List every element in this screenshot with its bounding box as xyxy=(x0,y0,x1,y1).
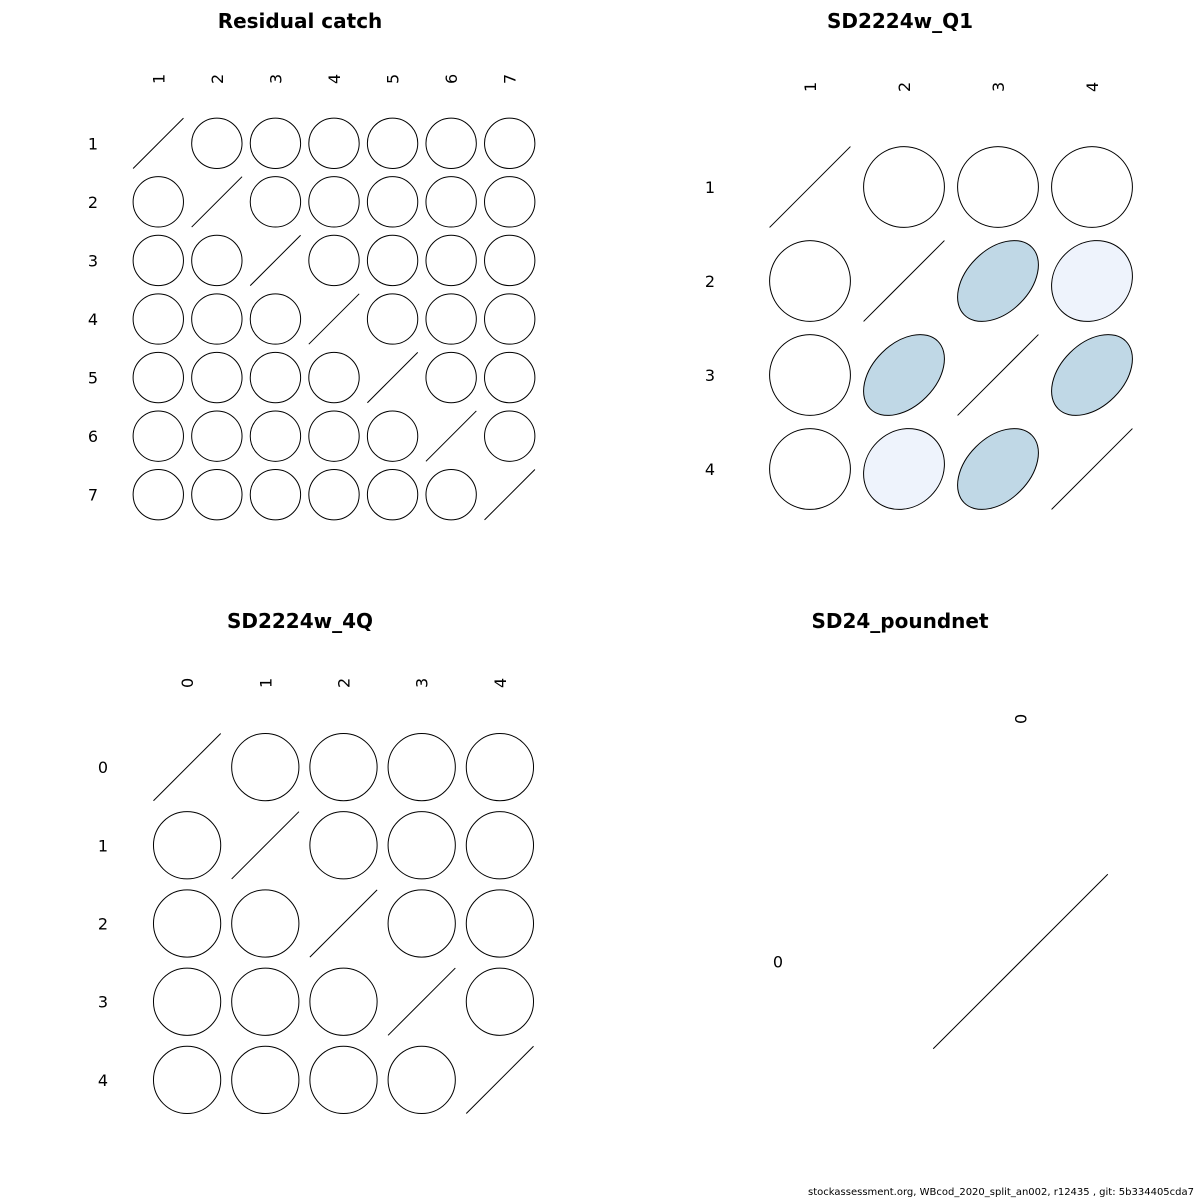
correlation-ellipse xyxy=(848,319,960,431)
correlation-ellipse xyxy=(298,108,369,179)
correlation-ellipse xyxy=(298,225,369,296)
column-label: 4 xyxy=(325,73,344,84)
column-label: 1 xyxy=(149,73,169,84)
correlation-ellipse xyxy=(1035,130,1149,244)
column-label: 2 xyxy=(334,677,354,688)
column-label: 5 xyxy=(383,73,403,84)
row-label: 4 xyxy=(97,1070,109,1090)
diagonal-line xyxy=(864,241,945,322)
diagonal-line xyxy=(485,470,535,520)
correlation-ellipse xyxy=(181,342,252,413)
correlation-panel-3 xyxy=(98,609,548,1127)
row-label: 6 xyxy=(87,427,99,447)
correlation-ellipse xyxy=(474,283,545,354)
panel-title: SD24_poundnet xyxy=(811,609,989,633)
row-label: 4 xyxy=(704,460,716,479)
column-label: 3 xyxy=(989,81,1008,92)
correlation-ellipse xyxy=(240,166,311,237)
row-label: 2 xyxy=(97,914,109,934)
diagonal-line xyxy=(933,874,1108,1049)
column-label: 0 xyxy=(178,677,198,688)
column-label: 0 xyxy=(1011,713,1031,724)
correlation-ellipse xyxy=(123,166,194,237)
column-label: 3 xyxy=(412,677,432,688)
correlation-ellipse xyxy=(181,225,252,296)
correlation-ellipse xyxy=(218,1032,313,1127)
diagonal-line xyxy=(250,235,300,285)
correlation-ellipse xyxy=(474,401,545,472)
correlation-ellipse xyxy=(240,283,311,354)
correlation-ellipse xyxy=(181,459,252,530)
correlation-ellipse xyxy=(474,108,545,179)
correlation-ellipse xyxy=(357,459,428,530)
diagonal-line xyxy=(133,118,183,168)
correlation-panel-4 xyxy=(773,609,1108,1049)
correlation-ellipse xyxy=(181,283,252,354)
correlation-ellipse xyxy=(416,459,487,530)
row-label: 3 xyxy=(704,366,716,385)
correlation-ellipse xyxy=(374,1032,469,1127)
correlation-ellipse xyxy=(298,342,369,413)
correlation-ellipse xyxy=(452,876,547,971)
correlation-ellipse xyxy=(416,166,487,237)
diagonal-line xyxy=(466,1046,533,1113)
correlation-ellipse xyxy=(374,720,469,815)
correlation-ellipse xyxy=(123,225,194,296)
row-label: 4 xyxy=(87,310,99,329)
correlation-ellipse xyxy=(753,412,867,526)
correlation-ellipse xyxy=(240,108,311,179)
row-label: 1 xyxy=(87,134,99,154)
correlation-ellipse xyxy=(218,720,313,815)
correlation-ellipse xyxy=(240,459,311,530)
correlation-ellipse xyxy=(474,225,545,296)
correlation-panel-2 xyxy=(705,9,1149,526)
correlation-ellipse xyxy=(123,401,194,472)
row-label: 2 xyxy=(87,192,99,212)
row-label: 1 xyxy=(704,178,716,197)
correlation-ellipse xyxy=(942,225,1054,337)
row-label: 0 xyxy=(772,952,784,972)
correlation-ellipse xyxy=(452,954,547,1049)
correlation-ellipse xyxy=(357,225,428,296)
row-label: 3 xyxy=(97,992,109,1012)
column-label: 2 xyxy=(895,81,914,92)
correlation-ellipse xyxy=(298,166,369,237)
diagonal-line xyxy=(958,335,1039,416)
column-label: 4 xyxy=(1083,81,1102,92)
row-label: 2 xyxy=(704,272,716,291)
diagonal-line xyxy=(192,177,242,227)
correlation-ellipse xyxy=(847,130,961,244)
correlation-ellipse xyxy=(942,413,1054,525)
diagonal-line xyxy=(770,147,851,228)
diagonal-line xyxy=(309,294,359,344)
correlation-ellipse xyxy=(240,401,311,472)
correlation-ellipse xyxy=(941,130,1055,244)
column-label: 4 xyxy=(490,677,510,688)
correlation-ellipse xyxy=(474,166,545,237)
diagonal-line xyxy=(367,352,417,402)
correlation-ellipse xyxy=(123,459,194,530)
diagonal-line xyxy=(426,411,476,461)
panel-title: SD2224w_4Q xyxy=(226,609,374,633)
correlation-ellipse xyxy=(357,401,428,472)
correlation-ellipse xyxy=(416,283,487,354)
column-label: 1 xyxy=(256,677,276,688)
correlation-ellipse xyxy=(452,798,547,893)
correlation-ellipse xyxy=(218,954,313,1049)
column-label: 2 xyxy=(207,73,227,84)
correlation-ellipse xyxy=(1036,319,1148,431)
row-label: 5 xyxy=(87,368,99,388)
correlation-ellipse xyxy=(140,954,235,1049)
correlation-ellipse xyxy=(374,876,469,971)
column-label: 3 xyxy=(266,73,286,84)
column-label: 1 xyxy=(801,81,820,92)
panel-title: Residual catch xyxy=(217,9,383,33)
correlation-ellipse xyxy=(452,720,547,815)
correlation-ellipse xyxy=(1035,224,1149,338)
correlation-ellipse xyxy=(123,283,194,354)
correlation-ellipse xyxy=(298,459,369,530)
diagonal-line xyxy=(232,812,299,879)
diagonal-line xyxy=(153,733,220,800)
correlation-ellipse xyxy=(181,401,252,472)
correlation-ellipse xyxy=(296,798,391,893)
correlation-ellipse xyxy=(416,342,487,413)
correlation-ellipse xyxy=(357,166,428,237)
correlation-ellipse xyxy=(847,412,961,526)
diagonal-line xyxy=(310,890,377,957)
correlation-ellipse xyxy=(753,318,867,432)
correlation-ellipse xyxy=(753,224,867,338)
correlation-ellipse xyxy=(296,720,391,815)
row-label: 3 xyxy=(87,251,99,271)
footer-text: stockassessment.org, WBcod_2020_split_an002, r12435 , git: 5b334405cda7 xyxy=(808,1187,1194,1198)
correlation-ellipse xyxy=(296,954,391,1049)
correlation-ellipse xyxy=(374,798,469,893)
correlation-panel-1 xyxy=(88,9,545,530)
correlation-ellipse xyxy=(357,108,428,179)
correlation-ellipse xyxy=(357,283,428,354)
correlation-ellipse xyxy=(140,1032,235,1127)
correlation-ellipse xyxy=(474,342,545,413)
panel-title: SD2224w_Q1 xyxy=(826,9,974,33)
correlation-ellipse xyxy=(218,876,313,971)
diagonal-line xyxy=(1052,429,1133,510)
correlation-ellipse xyxy=(296,1032,391,1127)
column-label: 6 xyxy=(442,73,462,84)
correlation-ellipse xyxy=(140,876,235,971)
correlation-ellipse xyxy=(140,798,235,893)
correlation-ellipse xyxy=(416,225,487,296)
correlation-ellipse xyxy=(298,401,369,472)
diagonal-line xyxy=(388,968,455,1035)
row-label: 0 xyxy=(97,758,109,778)
correlation-ellipse xyxy=(416,108,487,179)
column-label: 7 xyxy=(500,73,520,84)
row-label: 7 xyxy=(87,485,99,505)
correlation-ellipse xyxy=(181,108,252,179)
correlation-ellipse xyxy=(123,342,194,413)
correlation-ellipse xyxy=(240,342,311,413)
row-label: 1 xyxy=(97,836,109,856)
